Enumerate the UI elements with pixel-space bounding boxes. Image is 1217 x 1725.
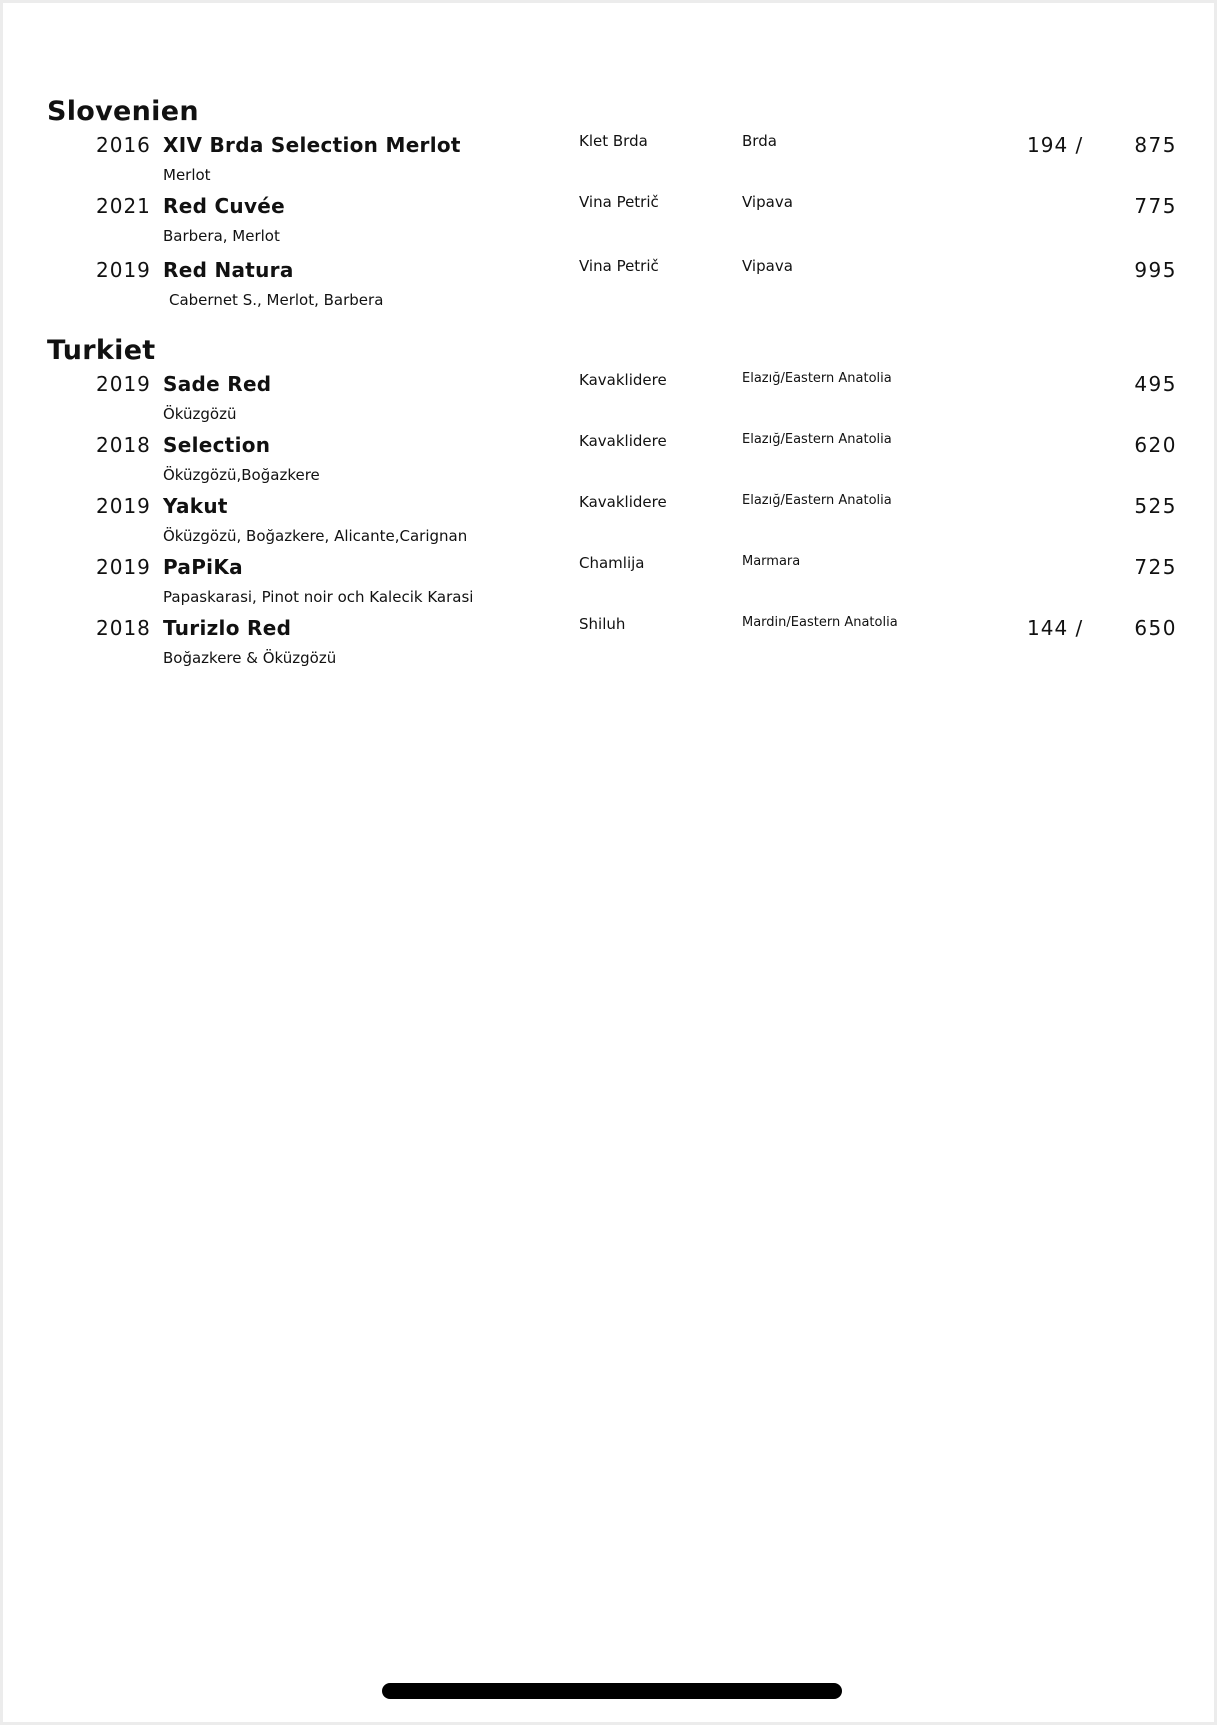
wine-row (3, 555, 1214, 585)
wine-row (3, 616, 1214, 646)
menu-page (3, 3, 1214, 1722)
wine-name: Red Natura (163, 258, 294, 282)
wine-region: Mardin/Eastern Anatolia (742, 615, 898, 630)
wine-producer: Chamlija (579, 554, 645, 572)
wine-price: 495 (1134, 372, 1177, 396)
wine-region: Elazığ/Eastern Anatolia (742, 371, 892, 386)
wine-row (3, 433, 1214, 463)
wine-glass-price: 144 / (1027, 616, 1084, 640)
wine-producer: Kavaklidere (579, 371, 667, 389)
wine-year: 2018 (96, 433, 151, 457)
wine-row (3, 194, 1214, 224)
wine-year: 2019 (96, 555, 151, 579)
wine-row (3, 494, 1214, 524)
wine-grapes: Öküzgözü (163, 405, 237, 423)
wine-year: 2021 (96, 194, 151, 218)
wine-grapes: Papaskarasi, Pinot noir och Kalecik Karasi (163, 588, 474, 606)
section-title-turkiet: Turkiet (47, 335, 156, 366)
wine-name: Selection (163, 433, 271, 457)
wine-region: Elazığ/Eastern Anatolia (742, 432, 892, 447)
wine-price: 650 (1134, 616, 1177, 640)
wine-producer: Shiluh (579, 615, 626, 633)
wine-region: Vipava (742, 257, 793, 275)
wine-grapes: Öküzgözü, Boğazkere, Alicante,Carignan (163, 527, 468, 545)
wine-producer: Vina Petrič (579, 193, 659, 211)
wine-price: 775 (1134, 194, 1177, 218)
wine-region: Brda (742, 132, 777, 150)
wine-glass-price: 194 / (1027, 133, 1084, 157)
section-title-slovenien: Slovenien (47, 96, 199, 127)
wine-year: 2018 (96, 616, 151, 640)
wine-price: 875 (1134, 133, 1177, 157)
wine-year: 2019 (96, 258, 151, 282)
wine-name: Sade Red (163, 372, 272, 396)
wine-name: Yakut (163, 494, 228, 518)
wine-price: 620 (1134, 433, 1177, 457)
wine-grapes: Cabernet S., Merlot, Barbera (169, 291, 384, 309)
wine-grapes: Barbera, Merlot (163, 227, 280, 245)
wine-grapes: Öküzgözü,Boğazkere (163, 466, 320, 484)
wine-row (3, 258, 1214, 288)
wine-producer: Kavaklidere (579, 493, 667, 511)
home-indicator[interactable] (382, 1683, 842, 1699)
wine-grapes: Merlot (163, 166, 211, 184)
wine-producer: Klet Brda (579, 132, 648, 150)
wine-year: 2016 (96, 133, 151, 157)
wine-producer: Kavaklidere (579, 432, 667, 450)
wine-producer: Vina Petrič (579, 257, 659, 275)
wine-region: Marmara (742, 554, 801, 569)
wine-price: 725 (1134, 555, 1177, 579)
wine-region: Vipava (742, 193, 793, 211)
wine-name: Red Cuvée (163, 194, 286, 218)
wine-name: PaPiKa (163, 555, 243, 579)
wine-row (3, 372, 1214, 402)
wine-name: XIV Brda Selection Merlot (163, 133, 461, 157)
wine-price: 995 (1134, 258, 1177, 282)
wine-year: 2019 (96, 372, 151, 396)
wine-year: 2019 (96, 494, 151, 518)
wine-region: Elazığ/Eastern Anatolia (742, 493, 892, 508)
wine-grapes: Boğazkere & Öküzgözü (163, 649, 337, 667)
wine-name: Turizlo Red (163, 616, 292, 640)
wine-price: 525 (1134, 494, 1177, 518)
wine-row (3, 133, 1214, 163)
